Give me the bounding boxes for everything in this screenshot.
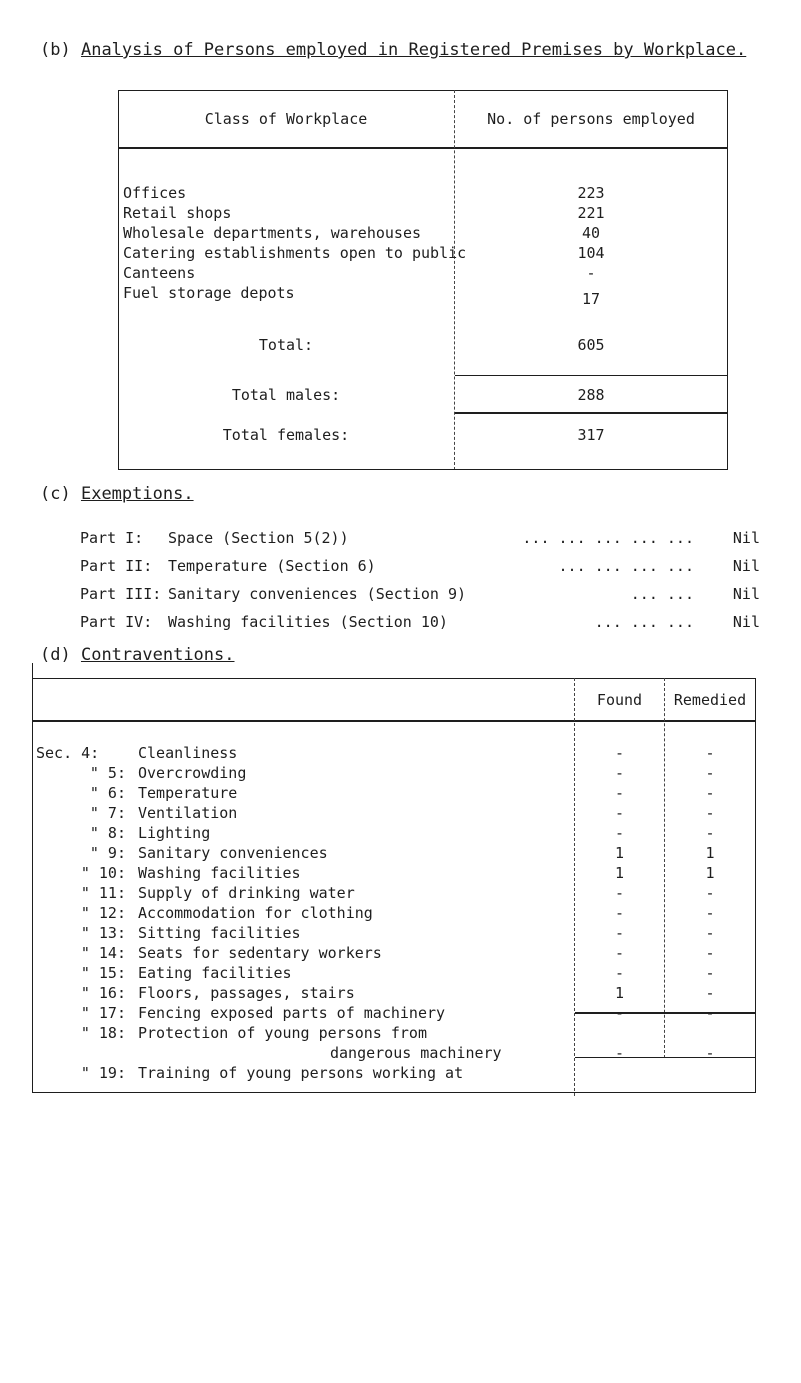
section-d-heading (40, 645, 235, 665)
exemption-part: Part II: (80, 557, 153, 575)
contravention-found: - (614, 924, 625, 942)
workplace-row-value: 223 (577, 184, 605, 202)
workplace-row-name: Wholesale departments, warehouses (123, 224, 422, 242)
contravention-section: Sec. 4: (36, 744, 100, 762)
workplace-row-name: Canteens (123, 264, 196, 282)
contravention-desc: Protection of young persons from (138, 1024, 427, 1042)
contravention-desc: Temperature (138, 784, 238, 802)
contravention-desc: Overcrowding (138, 764, 247, 782)
exemption-desc: Sanitary conveniences (Section 9) (168, 585, 467, 603)
contravention-desc: Seats for sedentary workers (138, 944, 382, 962)
contravention-remedied: - (705, 904, 715, 922)
section-c-heading (40, 484, 194, 504)
contravention-found: - (614, 764, 625, 782)
contravention-found: 1 (614, 864, 625, 882)
contravention-found: - (614, 824, 625, 842)
contravention-remedied: 1 (705, 864, 715, 882)
contravention-remedied: 1 (705, 844, 715, 862)
workplace-row-name: Catering establishments open to public (123, 244, 467, 262)
exemption-part: Part IV: (80, 613, 153, 631)
contravention-remedied: - (705, 784, 715, 802)
contravention-desc: Training of young persons working at (138, 1064, 464, 1082)
contravention-remedied: - (705, 1044, 715, 1062)
contravention-remedied: - (705, 764, 715, 782)
contravention-remedied: - (705, 1004, 715, 1022)
workplace-row-name: Fuel storage depots (123, 284, 295, 302)
section-b-label: (b) (40, 40, 71, 60)
contravention-found: - (614, 804, 625, 822)
contravention-remedied: - (705, 884, 715, 902)
contravention-remedied: - (705, 924, 715, 942)
exemption-desc: Space (Section 5(2)) (168, 529, 349, 547)
contravention-desc: Sanitary conveniences (138, 844, 328, 862)
section-b-title: Analysis of Persons employed in Registered Premises by Workplace. (80, 40, 747, 60)
exemption-value: Nil (732, 529, 760, 547)
contravention-section: " 6: (89, 784, 126, 802)
contravention-remedied: - (705, 744, 715, 762)
workplace-row-value: 17 (581, 290, 601, 308)
contravention-found: - (614, 1044, 625, 1062)
contravention-remedied: - (705, 984, 715, 1002)
contravention-desc: Sitting facilities (138, 924, 301, 942)
exemption-part: Part I: (80, 529, 144, 547)
workplace-row-value: - (586, 264, 596, 282)
section-c-label: (c) (40, 484, 71, 504)
contravention-desc: Floors, passages, stairs (138, 984, 355, 1002)
exemption-dots: ... ... ... ... ... (522, 529, 694, 547)
contravention-desc: Ventilation (138, 804, 238, 822)
exemption-dots: ... ... (630, 585, 694, 603)
contravention-section: " 15: (80, 964, 126, 982)
contravention-remedied: - (705, 944, 715, 962)
contravention-section: " 16: (80, 984, 126, 1002)
exemption-dots: ... ... ... ... (558, 557, 694, 575)
workplace-row-value: 221 (577, 204, 605, 222)
col-found-header: Found (596, 691, 643, 709)
workplace-row-name: Offices (123, 184, 187, 202)
contravention-remedied: - (705, 804, 715, 822)
contravention-found: 1 (614, 844, 625, 862)
contravention-found: - (614, 964, 625, 982)
total-label: Total: (258, 336, 314, 354)
exemption-desc: Temperature (Section 6) (168, 557, 376, 575)
total-males-value: 288 (577, 386, 605, 404)
total-females-value: 317 (577, 426, 605, 444)
exemption-value: Nil (732, 585, 760, 603)
contravention-found: 1 (614, 984, 625, 1002)
contravention-desc: Eating facilities (138, 964, 292, 982)
contravention-section: " 18: (80, 1024, 126, 1042)
contravention-section: " 14: (80, 944, 126, 962)
workplace-row-name: Retail shops (123, 204, 232, 222)
section-d-title: Contraventions. (80, 645, 235, 665)
contravention-found: - (614, 784, 625, 802)
total-males-label: Total males: (231, 386, 341, 404)
exemption-desc: Washing facilities (Section 10) (168, 613, 448, 631)
section-b-heading (40, 40, 746, 60)
contravention-section: " 13: (80, 924, 126, 942)
contravention-found: - (614, 944, 625, 962)
col-count-header: No. of persons employed (487, 110, 695, 128)
section-d-label: (d) (40, 645, 71, 665)
contravention-desc: Fencing exposed parts of machinery (138, 1004, 446, 1022)
contravention-found: - (614, 904, 625, 922)
workplace-row-value: 40 (581, 224, 601, 242)
total-females-label: Total females: (222, 426, 350, 444)
total-value: 605 (577, 336, 605, 354)
contravention-remedied: - (705, 824, 715, 842)
contravention-section: " 10: (80, 864, 126, 882)
exemption-dots: ... ... ... (594, 613, 694, 631)
section-c-title: Exemptions. (80, 484, 194, 504)
exemption-value: Nil (732, 613, 760, 631)
contravention-remedied: - (705, 964, 715, 982)
exemption-value: Nil (732, 557, 760, 575)
contravention-section: " 7: (89, 804, 126, 822)
contravention-found: - (614, 884, 625, 902)
contravention-desc: Accommodation for clothing (138, 904, 373, 922)
col-class-header: Class of Workplace (204, 110, 368, 128)
contravention-desc: Washing facilities (138, 864, 301, 882)
contravention-section: " 12: (80, 904, 126, 922)
contravention-found: - (614, 744, 625, 762)
contravention-section: " 9: (89, 844, 126, 862)
workplace-row-value: 104 (577, 244, 605, 262)
contravention-section: " 11: (80, 884, 126, 902)
contravention-section: " 5: (89, 764, 126, 782)
contravention-desc: Cleanliness (138, 744, 238, 762)
contravention-section: " 19: (80, 1064, 126, 1082)
col-remedied-header: Remedied (673, 691, 747, 709)
contravention-found: - (614, 1004, 625, 1022)
contravention-section: " 17: (80, 1004, 126, 1022)
contravention-desc: Supply of drinking water (138, 884, 355, 902)
exemption-part: Part III: (80, 585, 162, 603)
contravention-section: " 8: (89, 824, 126, 842)
contravention-desc: Lighting (138, 824, 211, 842)
contravention-desc-cont: dangerous machinery (330, 1044, 502, 1062)
